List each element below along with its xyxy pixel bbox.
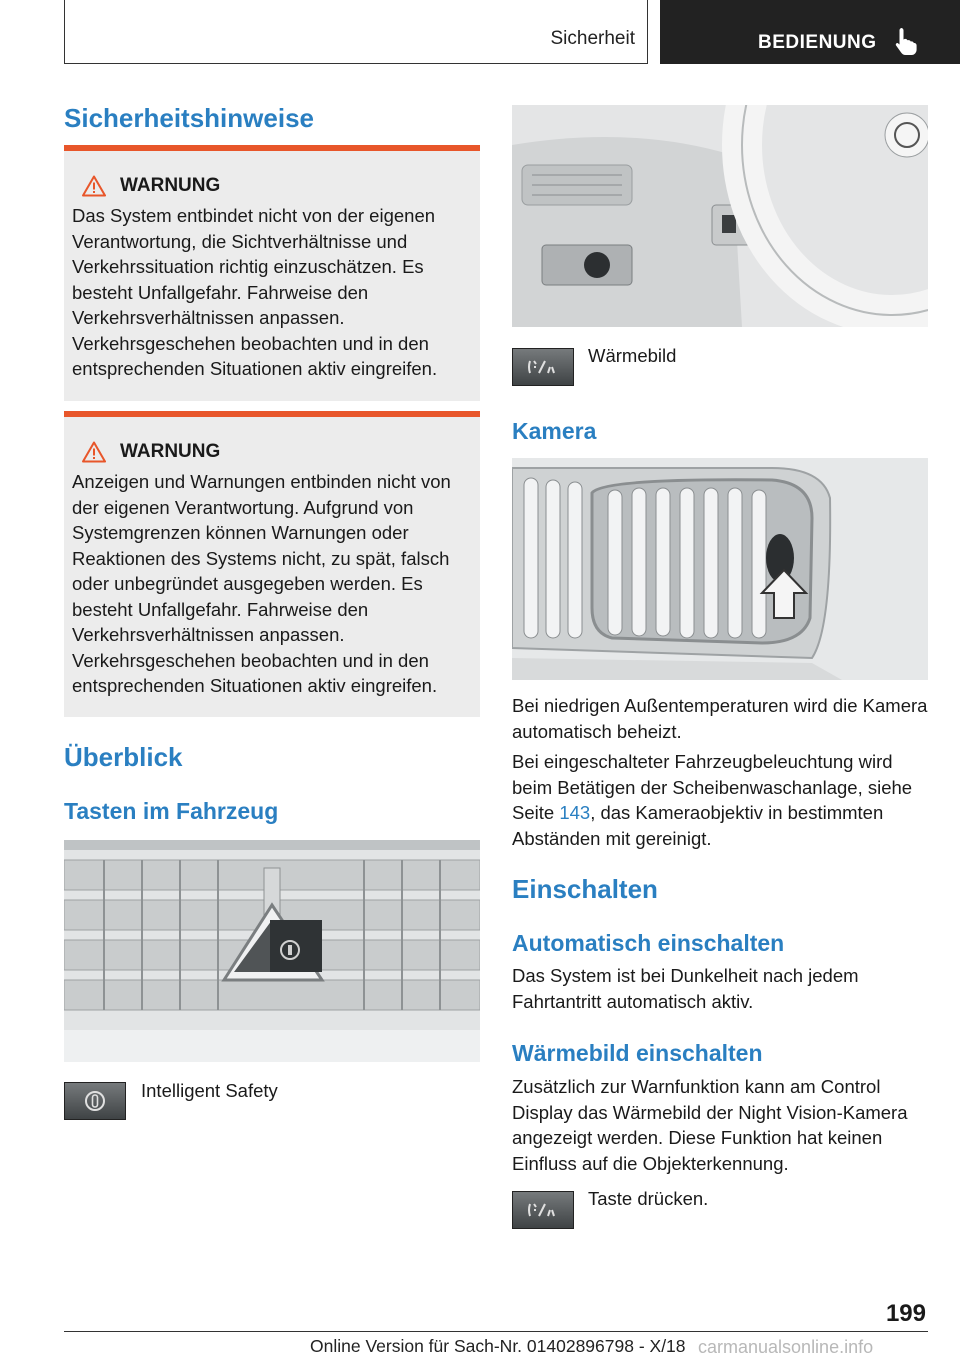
warning-title-2: WARNUNG bbox=[82, 441, 472, 463]
warning-text-1: Das System entbindet nicht von der eigenen Verantwortung, die Sichtverhältnisse und Verkehrssituation richtig einzuschätzen. Es besteht Unfallgefahr. Fahrweise den Verkehrsverhältnissen anpassen. Verkehrsgeschehen beobachten und in den entsprechenden Situationen aktiv eingreifen. bbox=[72, 205, 438, 379]
section-title: Sicherheit bbox=[550, 28, 635, 49]
pointing-hand-icon bbox=[893, 26, 919, 56]
intelligent-safety-caption: Intelligent Safety bbox=[141, 1080, 278, 1101]
warning-box-1 bbox=[64, 145, 480, 401]
chapter-tab-label: BEDIENUNG bbox=[758, 32, 877, 53]
footer-divider bbox=[64, 1331, 928, 1332]
camera-paragraph-2: Bei eingeschalteter Fahrzeugbeleuchtung wird beim Betätigen der Scheibenwaschanlage, siehe Seite 143, das Kameraobjektiv in bestimmten Abständen mit gereinigt. bbox=[512, 751, 913, 849]
heading-thermal-on: Wärmebild einschalten bbox=[512, 1040, 763, 1066]
press-button-caption: Taste drücken. bbox=[588, 1188, 709, 1209]
heading-switch-on: Einschalten bbox=[512, 874, 658, 904]
chapter-tab[interactable] bbox=[660, 0, 960, 64]
warning-triangle-icon bbox=[82, 175, 106, 197]
warning-box-2 bbox=[64, 411, 480, 717]
online-version-text: Online Version für Sach-Nr. 01402896798 - X/18 bbox=[310, 1336, 686, 1356]
warning-title-1: WARNUNG bbox=[82, 175, 472, 197]
page-link-143[interactable]: 143 bbox=[559, 802, 591, 823]
warning-text-2: Anzeigen und Warnungen entbinden nicht von der eigenen Verantwortung. Aufgrund von Systemgrenzen können Warnungen oder Reaktionen des Systems nicht, zu spät, falsch oder unbegründet ausgegeben werden. Es besteht Unfallgefahr. Fahrweise den Verkehrsverhältnissen anpassen. Verkehrsgeschehen beobachten und in den entsprechenden Situationen aktiv eingreifen. bbox=[72, 471, 451, 696]
cockpit-photo bbox=[512, 105, 928, 327]
watermark: carmanualsonline.info bbox=[698, 1337, 874, 1357]
camera-grille-photo bbox=[512, 458, 928, 680]
thermal-image-button-icon-2 bbox=[512, 1191, 574, 1229]
heading-overview: Überblick bbox=[64, 742, 183, 772]
camera-paragraph-1: Bei niedrigen Außentemperaturen wird die Kamera automatisch beheizt. bbox=[512, 695, 928, 742]
button-panel-photo bbox=[64, 840, 480, 1062]
heading-buttons-in-vehicle: Tasten im Fahrzeug bbox=[64, 798, 279, 824]
thermal-image-caption: Wärmebild bbox=[588, 345, 677, 366]
section-heading-safety-notes: Sicherheitshinweise bbox=[64, 103, 314, 133]
thermal-image-button-icon bbox=[512, 348, 574, 386]
heading-camera: Kamera bbox=[512, 418, 597, 444]
intelligent-safety-button-icon bbox=[64, 1082, 126, 1120]
page-number: 199 bbox=[885, 1300, 926, 1327]
header-section-box bbox=[64, 0, 648, 64]
heading-automatic-on: Automatisch einschalten bbox=[512, 930, 785, 956]
thermal-on-text: Zusätzlich zur Warnfunktion kann am Control Display das Wärmebild der Night Vision-Kamera angezeigt werden. Diese Funktion hat keinen Einfluss auf die Objekterkennung. bbox=[512, 1076, 908, 1174]
warning-triangle-icon bbox=[82, 441, 106, 463]
automatic-on-text: Das System ist bei Dunkelheit nach jedem Fahrtantritt automatisch aktiv. bbox=[512, 965, 859, 1012]
